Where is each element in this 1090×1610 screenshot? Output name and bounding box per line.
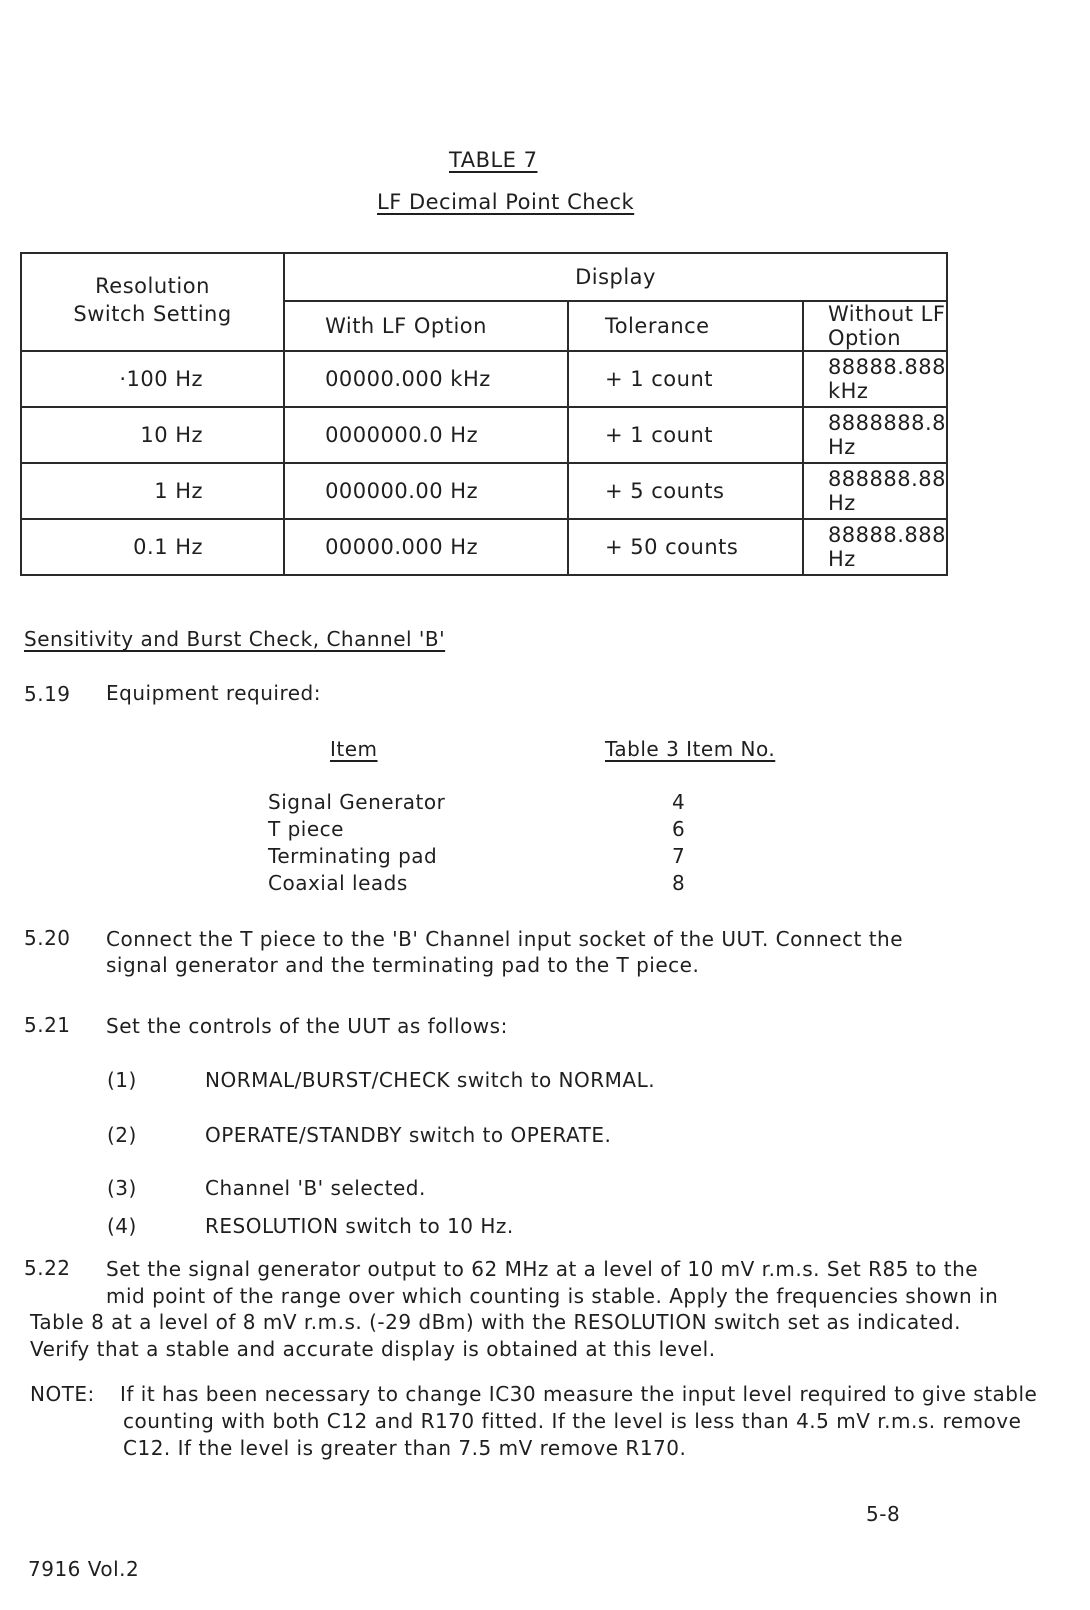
header-resolution-line1: Resolution [95, 274, 210, 298]
note-line1: If it has been necessary to change IC30 measure the input level required to give stable [120, 1382, 1038, 1406]
para-5-19-text: Equipment required: [106, 681, 321, 705]
equipment-col-item: Item [330, 737, 378, 761]
para-5-21-text: Set the controls of the UUT as follows: [106, 1014, 508, 1038]
equipment-item-name: T piece [268, 817, 344, 841]
header-tolerance: Tolerance [568, 301, 803, 351]
para-5-20-line1: Connect the T piece to the 'B' Channel input socket of the UUT. Connect the [106, 927, 904, 951]
cell-without-lf: 88888.888 Hz [803, 519, 947, 575]
cell-setting: 1 Hz [21, 463, 284, 519]
step-text: RESOLUTION switch to 10 Hz. [205, 1214, 514, 1238]
step-number: (4) [107, 1214, 137, 1238]
cell-setting: 10 Hz [21, 407, 284, 463]
cell-tolerance: + 1 count [568, 351, 803, 407]
para-5-20-number: 5.20 [24, 926, 71, 950]
document-reference: 7916 Vol.2 [28, 1557, 140, 1581]
cell-without-lf: 8888888.8 Hz [803, 407, 947, 463]
para-5-20-line2: signal generator and the terminating pad to the T piece. [106, 953, 700, 977]
para-5-22-line2: mid point of the range over which counting is stable. Apply the frequencies shown in [106, 1284, 999, 1308]
table-row [21, 463, 947, 519]
step-text: Channel 'B' selected. [205, 1176, 426, 1200]
cell-with-lf: 000000.00 Hz [284, 463, 568, 519]
para-5-19-number: 5.19 [24, 682, 71, 706]
note-line2: counting with both C12 and R170 fitted. If the level is less than 4.5 mV r.m.s. remove [123, 1409, 1022, 1433]
note-line3: C12. If the level is greater than 7.5 mV remove R170. [123, 1436, 687, 1460]
equipment-item-no: 7 [672, 844, 686, 868]
header-resolution [21, 253, 284, 351]
header-without-lf: Without LF Option [803, 301, 947, 351]
para-5-22-line1: Set the signal generator output to 62 MHz at a level of 10 mV r.m.s. Set R85 to the [106, 1257, 979, 1281]
cell-with-lf: 0000000.0 Hz [284, 407, 568, 463]
para-5-21-number: 5.21 [24, 1013, 71, 1037]
table-row [21, 407, 947, 463]
section-heading: Sensitivity and Burst Check, Channel 'B' [24, 627, 446, 651]
table-row [21, 519, 947, 575]
cell-tolerance: + 1 count [568, 407, 803, 463]
equipment-col-item-no: Table 3 Item No. [605, 737, 776, 761]
equipment-item-name: Signal Generator [268, 790, 446, 814]
cell-tolerance: + 5 counts [568, 463, 803, 519]
header-display: Display [284, 253, 947, 301]
step-text: NORMAL/BURST/CHECK switch to NORMAL. [205, 1068, 656, 1092]
note-label: NOTE: [30, 1382, 95, 1406]
cell-tolerance: + 50 counts [568, 519, 803, 575]
para-5-22-line4: Verify that a stable and accurate display is obtained at this level. [30, 1337, 716, 1361]
step-number: (1) [107, 1068, 137, 1092]
page-number: 5-8 [866, 1502, 901, 1526]
header-resolution-line2: Switch Setting [73, 302, 232, 326]
cell-with-lf: 00000.000 kHz [284, 351, 568, 407]
step-number: (3) [107, 1176, 137, 1200]
equipment-item-no: 8 [672, 871, 686, 895]
cell-with-lf: 00000.000 Hz [284, 519, 568, 575]
table-subtitle: LF Decimal Point Check [377, 190, 635, 214]
cell-without-lf: 88888.888 kHz [803, 351, 947, 407]
header-with-lf: With LF Option [284, 301, 568, 351]
para-5-22-line3: Table 8 at a level of 8 mV r.m.s. (-29 dBm) with the RESOLUTION switch set as indicated. [30, 1310, 961, 1334]
cell-setting: ·100 Hz [21, 351, 284, 407]
para-5-22-number: 5.22 [24, 1256, 71, 1280]
cell-without-lf: 888888.88 Hz [803, 463, 947, 519]
step-text: OPERATE/STANDBY switch to OPERATE. [205, 1123, 612, 1147]
equipment-item-name: Terminating pad [268, 844, 438, 868]
equipment-item-no: 6 [672, 817, 686, 841]
equipment-item-name: Coaxial leads [268, 871, 408, 895]
equipment-item-no: 4 [672, 790, 686, 814]
cell-setting: 0.1 Hz [21, 519, 284, 575]
table-title: TABLE 7 [449, 148, 538, 172]
table-row [21, 351, 947, 407]
step-number: (2) [107, 1123, 137, 1147]
lf-decimal-point-table [20, 252, 948, 576]
